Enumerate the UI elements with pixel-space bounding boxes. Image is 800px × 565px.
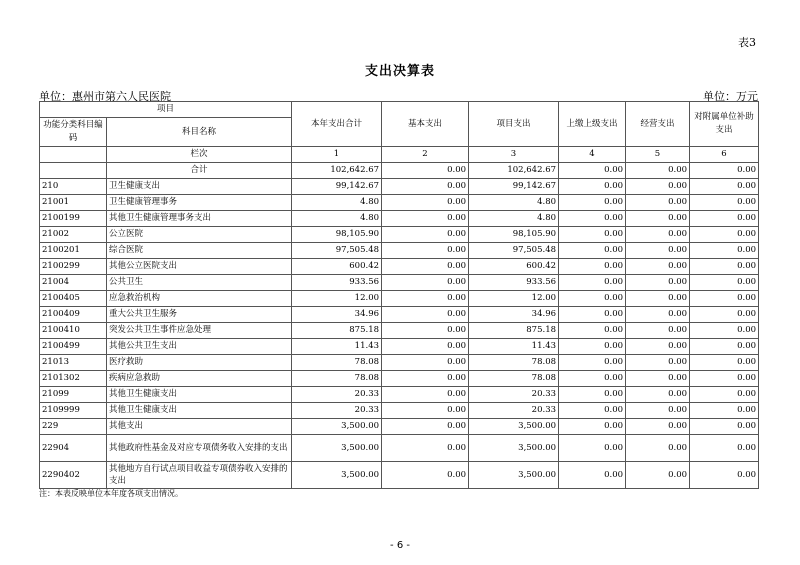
row-value: 0.00 [690, 227, 759, 243]
index-cell: 4 [559, 147, 626, 163]
row-value: 11.43 [292, 339, 382, 355]
total-cell: 0.00 [626, 163, 690, 179]
row-value: 0.00 [690, 403, 759, 419]
row-value: 933.56 [469, 275, 559, 291]
table-row [40, 339, 759, 355]
row-value: 34.96 [292, 307, 382, 323]
header-subsidiary: 对附属单位补助支出 [690, 102, 759, 147]
row-name: 公立医院 [107, 227, 292, 243]
table-row [40, 307, 759, 323]
row-value: 0.00 [559, 339, 626, 355]
row-value: 0.00 [626, 275, 690, 291]
page-number: - 6 - [390, 540, 410, 551]
row-value: 0.00 [382, 211, 469, 227]
row-code: 22904 [40, 435, 107, 462]
row-value: 0.00 [559, 462, 626, 489]
index-cell: 5 [626, 147, 690, 163]
row-value: 0.00 [382, 403, 469, 419]
row-value: 0.00 [626, 211, 690, 227]
row-name: 应急救治机构 [107, 291, 292, 307]
row-value: 0.00 [382, 275, 469, 291]
row-value: 0.00 [626, 387, 690, 403]
row-value: 0.00 [559, 275, 626, 291]
row-value: 0.00 [382, 243, 469, 259]
row-value: 0.00 [690, 323, 759, 339]
row-value: 0.00 [690, 355, 759, 371]
row-value: 0.00 [626, 435, 690, 462]
row-value: 0.00 [690, 195, 759, 211]
row-value: 12.00 [292, 291, 382, 307]
index-cell: 1 [292, 147, 382, 163]
row-name: 医疗救助 [107, 355, 292, 371]
row-code: 2100199 [40, 211, 107, 227]
index-row-blank [40, 147, 107, 163]
row-value: 98,105.90 [292, 227, 382, 243]
row-value: 78.08 [469, 355, 559, 371]
header-name: 科目名称 [107, 118, 292, 147]
row-value: 0.00 [626, 403, 690, 419]
row-value: 12.00 [469, 291, 559, 307]
index-cell: 2 [382, 147, 469, 163]
row-value: 0.00 [382, 195, 469, 211]
row-value: 0.00 [382, 339, 469, 355]
row-value: 0.00 [559, 211, 626, 227]
row-value: 0.00 [559, 307, 626, 323]
row-value: 0.00 [690, 211, 759, 227]
row-value: 0.00 [690, 387, 759, 403]
row-value: 98,105.90 [469, 227, 559, 243]
total-cell: 0.00 [382, 163, 469, 179]
row-value: 3,500.00 [292, 462, 382, 489]
row-value: 875.18 [292, 323, 382, 339]
row-code: 21013 [40, 355, 107, 371]
table-row [40, 227, 759, 243]
row-value: 0.00 [559, 259, 626, 275]
total-cell: 0.00 [690, 163, 759, 179]
row-name: 卫生健康支出 [107, 179, 292, 195]
row-value: 97,505.48 [469, 243, 559, 259]
row-value: 34.96 [469, 307, 559, 323]
row-value: 0.00 [690, 339, 759, 355]
row-value: 0.00 [690, 243, 759, 259]
total-cell: 102,642.67 [469, 163, 559, 179]
row-value: 0.00 [690, 419, 759, 435]
row-name: 其他卫生健康支出 [107, 387, 292, 403]
table-row [40, 291, 759, 307]
table-row [40, 243, 759, 259]
expenditure-table [39, 101, 759, 489]
row-value: 0.00 [559, 371, 626, 387]
header-business: 经营支出 [626, 102, 690, 147]
row-code: 21002 [40, 227, 107, 243]
row-code: 2100299 [40, 259, 107, 275]
row-value: 0.00 [559, 387, 626, 403]
row-value: 0.00 [559, 403, 626, 419]
page-title: 支出决算表 [364, 64, 435, 79]
row-value: 0.00 [690, 275, 759, 291]
row-code: 229 [40, 419, 107, 435]
row-value: 0.00 [626, 179, 690, 195]
row-value: 3,500.00 [292, 435, 382, 462]
row-value: 0.00 [626, 259, 690, 275]
row-name: 卫生健康管理事务 [107, 195, 292, 211]
row-code: 21004 [40, 275, 107, 291]
row-value: 0.00 [626, 291, 690, 307]
row-name: 其他公共卫生支出 [107, 339, 292, 355]
table-body [40, 179, 759, 489]
row-value: 0.00 [690, 435, 759, 462]
row-value: 20.33 [469, 387, 559, 403]
row-value: 4.80 [292, 211, 382, 227]
total-row-blank [40, 163, 107, 179]
row-name: 其他政府性基金及对应专项债务收入安排的支出 [107, 435, 292, 462]
row-value: 0.00 [382, 291, 469, 307]
row-value: 3,500.00 [469, 462, 559, 489]
total-row-label: 合计 [107, 163, 292, 179]
row-value: 0.00 [382, 435, 469, 462]
row-value: 0.00 [559, 291, 626, 307]
row-name: 其他地方自行试点项目收益专项债券收入安排的支出 [107, 462, 292, 489]
row-value: 3,500.00 [469, 419, 559, 435]
row-value: 600.42 [292, 259, 382, 275]
row-value: 0.00 [382, 227, 469, 243]
row-value: 0.00 [559, 227, 626, 243]
row-value: 0.00 [690, 179, 759, 195]
row-value: 78.08 [292, 355, 382, 371]
row-value: 0.00 [626, 339, 690, 355]
total-cell: 0.00 [559, 163, 626, 179]
row-code: 2101302 [40, 371, 107, 387]
row-value: 0.00 [382, 462, 469, 489]
row-value: 0.00 [382, 307, 469, 323]
header-basic: 基本支出 [382, 102, 469, 147]
row-value: 0.00 [382, 179, 469, 195]
row-value: 0.00 [382, 323, 469, 339]
row-value: 0.00 [626, 371, 690, 387]
row-value: 0.00 [559, 195, 626, 211]
row-value: 20.33 [292, 387, 382, 403]
table-row [40, 211, 759, 227]
row-value: 0.00 [690, 259, 759, 275]
row-value: 0.00 [382, 371, 469, 387]
header-project: 项目支出 [469, 102, 559, 147]
row-value: 0.00 [626, 227, 690, 243]
currency-unit: 单位：万元 [703, 90, 758, 103]
row-value: 0.00 [559, 355, 626, 371]
row-name: 公共卫生 [107, 275, 292, 291]
row-value: 933.56 [292, 275, 382, 291]
row-value: 0.00 [626, 195, 690, 211]
table-row [40, 371, 759, 387]
table-row [40, 179, 759, 195]
total-cell: 102,642.67 [292, 163, 382, 179]
row-value: 99,142.67 [469, 179, 559, 195]
table-number-label: 表3 [738, 36, 756, 49]
row-value: 20.33 [292, 403, 382, 419]
table-row [40, 259, 759, 275]
row-value: 0.00 [382, 419, 469, 435]
header-code: 功能分类科目编码 [40, 118, 107, 147]
row-value: 0.00 [690, 462, 759, 489]
row-value: 97,505.48 [292, 243, 382, 259]
table-row [40, 355, 759, 371]
row-value: 0.00 [626, 419, 690, 435]
table-row [40, 323, 759, 339]
row-value: 0.00 [382, 259, 469, 275]
row-value: 0.00 [626, 243, 690, 259]
row-code: 2100405 [40, 291, 107, 307]
row-value: 3,500.00 [469, 435, 559, 462]
row-name: 其他卫生健康支出 [107, 403, 292, 419]
row-code: 21001 [40, 195, 107, 211]
index-row-label: 栏次 [107, 147, 292, 163]
row-name: 疾病应急救助 [107, 371, 292, 387]
row-code: 2100410 [40, 323, 107, 339]
row-value: 0.00 [626, 462, 690, 489]
reporting-unit: 单位：惠州市第六人民医院 [39, 90, 171, 103]
row-value: 0.00 [559, 179, 626, 195]
header-total: 本年支出合计 [292, 102, 382, 147]
index-cell: 6 [690, 147, 759, 163]
table-row [40, 275, 759, 291]
table-note: 注：本表反映单位本年度各项支出情况。 [39, 489, 183, 498]
index-cell: 3 [469, 147, 559, 163]
row-value: 78.08 [292, 371, 382, 387]
row-value: 875.18 [469, 323, 559, 339]
row-code: 2100499 [40, 339, 107, 355]
row-name: 其他公立医院支出 [107, 259, 292, 275]
row-value: 0.00 [626, 355, 690, 371]
row-value: 0.00 [690, 371, 759, 387]
table-row [40, 419, 759, 435]
row-code: 2109999 [40, 403, 107, 419]
row-value: 4.80 [469, 211, 559, 227]
row-value: 4.80 [469, 195, 559, 211]
row-code: 21099 [40, 387, 107, 403]
row-name: 突发公共卫生事件应急处理 [107, 323, 292, 339]
row-value: 0.00 [559, 323, 626, 339]
row-name: 其他卫生健康管理事务支出 [107, 211, 292, 227]
row-value: 0.00 [559, 243, 626, 259]
total-row [40, 163, 759, 179]
row-value: 0.00 [559, 419, 626, 435]
row-value: 4.80 [292, 195, 382, 211]
row-code: 210 [40, 179, 107, 195]
row-value: 3,500.00 [292, 419, 382, 435]
row-value: 600.42 [469, 259, 559, 275]
row-value: 0.00 [382, 387, 469, 403]
row-value: 0.00 [559, 435, 626, 462]
row-value: 0.00 [626, 307, 690, 323]
table-row [40, 387, 759, 403]
row-value: 78.08 [469, 371, 559, 387]
table-row [40, 435, 759, 462]
row-value: 0.00 [690, 307, 759, 323]
row-value: 99,142.67 [292, 179, 382, 195]
row-name: 综合医院 [107, 243, 292, 259]
table-row [40, 462, 759, 489]
row-value: 0.00 [690, 291, 759, 307]
row-name: 其他支出 [107, 419, 292, 435]
table-row [40, 403, 759, 419]
row-code: 2100409 [40, 307, 107, 323]
row-value: 0.00 [382, 355, 469, 371]
header-item: 项目 [40, 102, 292, 118]
row-value: 11.43 [469, 339, 559, 355]
row-code: 2100201 [40, 243, 107, 259]
row-value: 20.33 [469, 403, 559, 419]
row-code: 2290402 [40, 462, 107, 489]
header-upper: 上缴上级支出 [559, 102, 626, 147]
table-row [40, 195, 759, 211]
row-value: 0.00 [626, 323, 690, 339]
row-name: 重大公共卫生服务 [107, 307, 292, 323]
